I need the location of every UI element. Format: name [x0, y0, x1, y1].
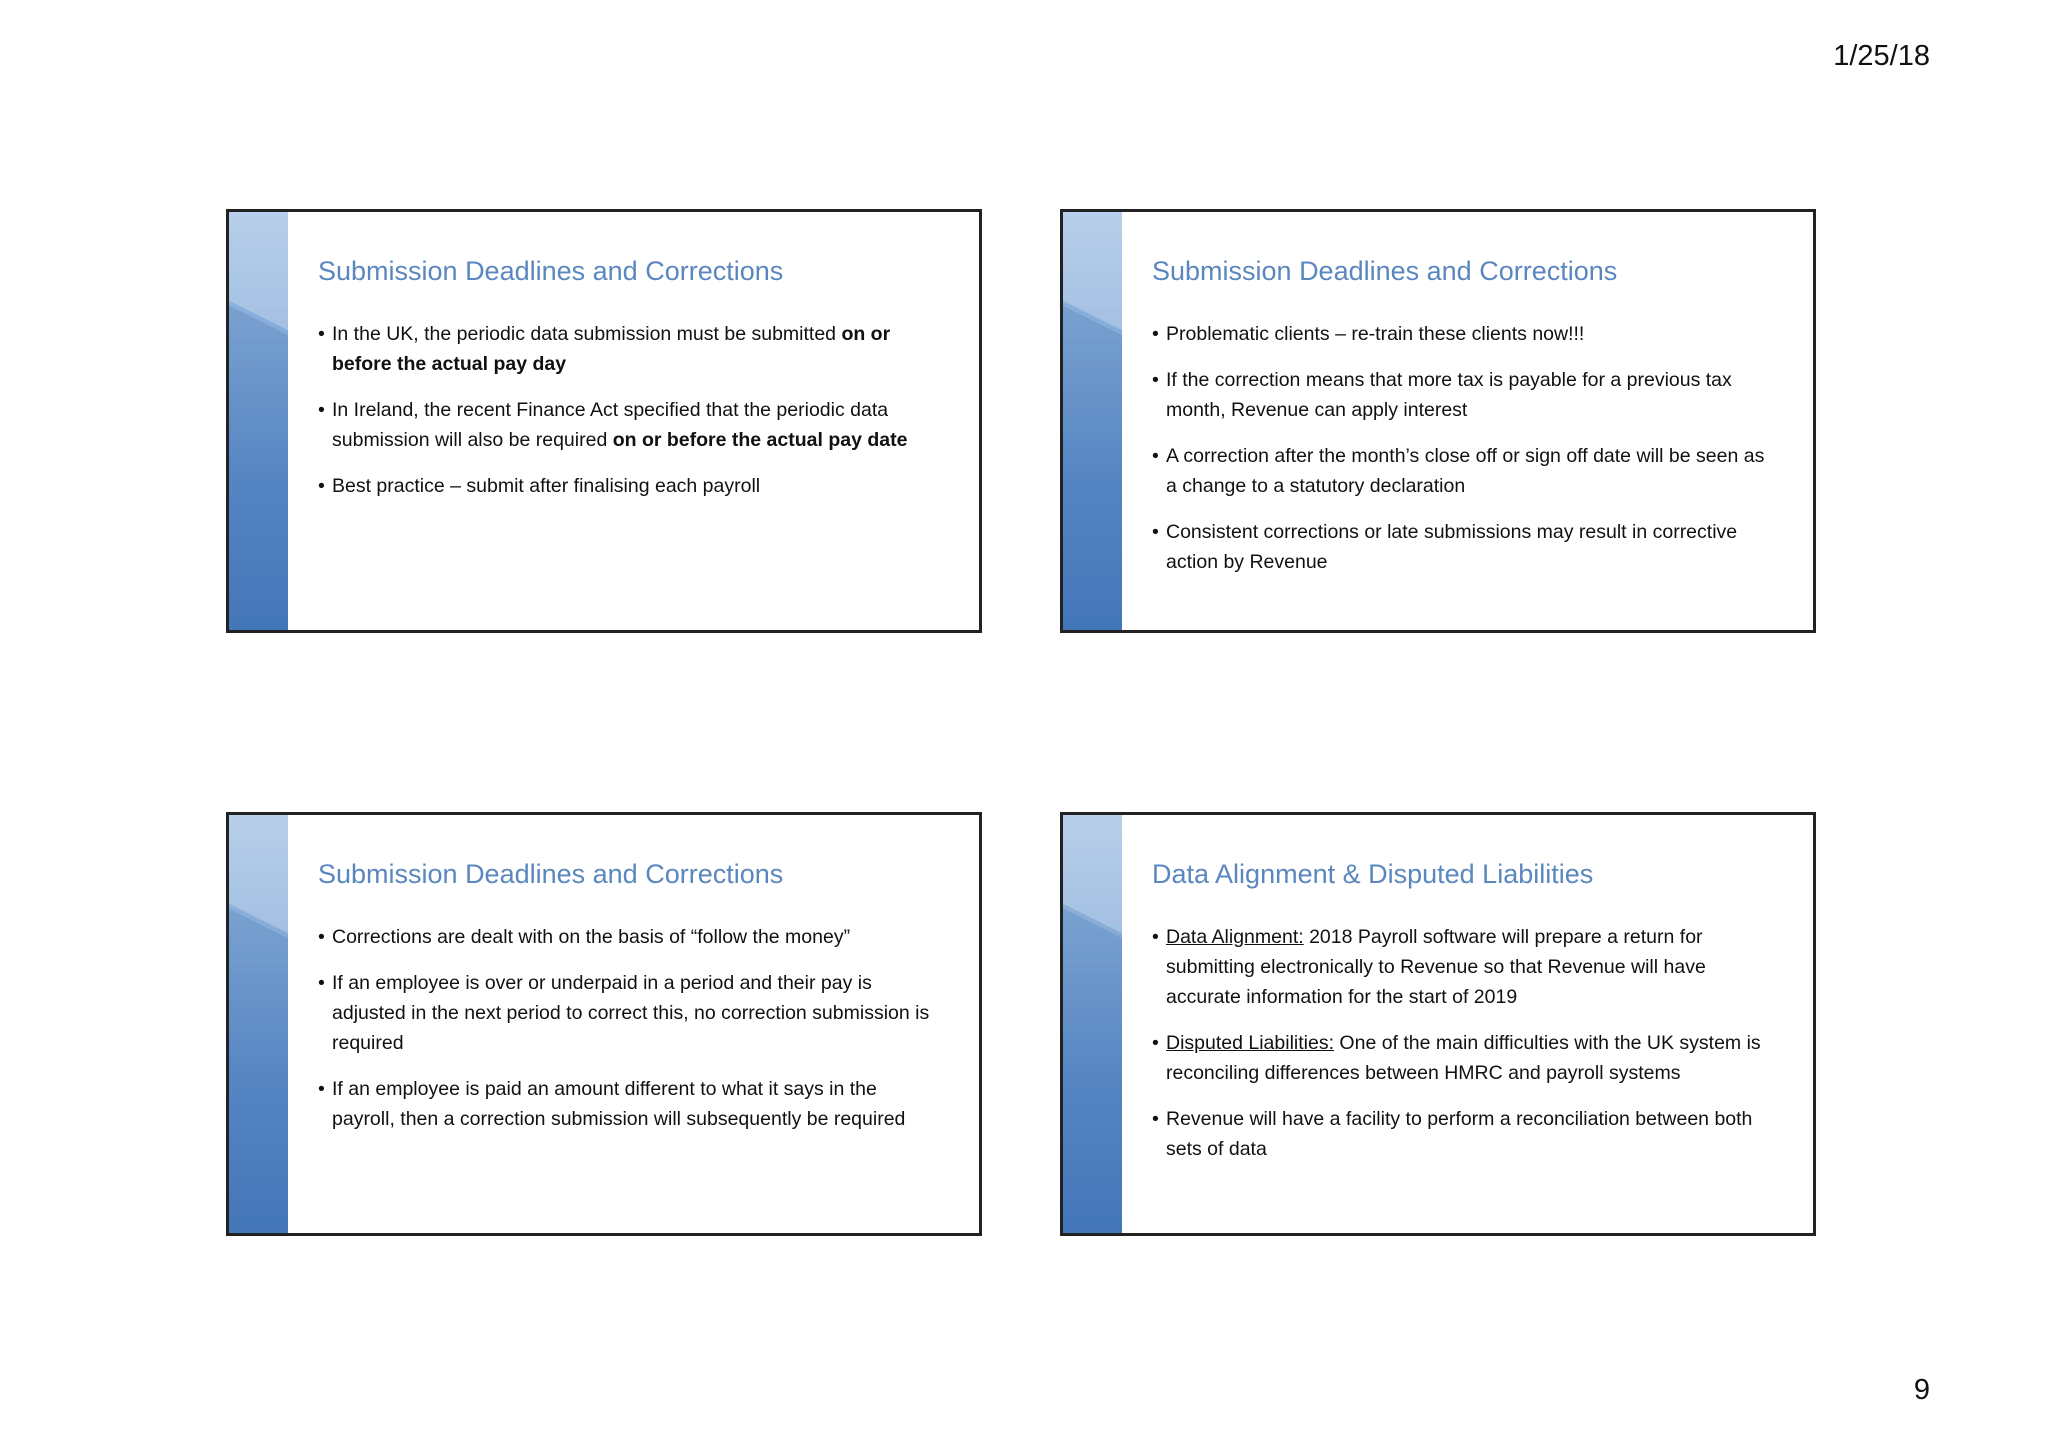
bullet-text: A correction after the month’s close off or sign off date will be seen as a change to a statutory declaration — [1166, 445, 1765, 497]
bullet-text: Corrections are dealt with on the basis of “follow the money” — [332, 926, 851, 948]
slide-2 — [1060, 209, 1816, 633]
bullet-text: Revenue will have a facility to perform a reconciliation between both sets of data — [1166, 1108, 1753, 1160]
bullet-item — [1152, 517, 1773, 577]
bullet-term: Disputed Liabilities: — [1166, 1032, 1335, 1054]
bullet-text: Consistent corrections or late submissions may result in corrective action by Revenue — [1166, 521, 1738, 573]
bullet-item — [1152, 365, 1773, 425]
bullet-text: One of the main difficulties with the UK system is reconciling differences between HMRC and payroll systems — [1166, 1032, 1761, 1084]
bullet-text: Best practice – submit after finalising each payroll — [332, 475, 761, 497]
slide-title: Submission Deadlines and Corrections — [318, 256, 784, 286]
slide-3 — [226, 812, 982, 1236]
bullet-text: In the UK, the periodic data submission must be submitted — [332, 323, 842, 345]
slide-title: Data Alignment & Disputed Liabilities — [1152, 859, 1594, 889]
bullet-text: If an employee is paid an amount different to what it says in the payroll, then a correction submission will subsequently be required — [332, 1078, 906, 1130]
bullet-item — [1152, 1104, 1773, 1164]
bullet-item — [318, 319, 939, 379]
bullet-item — [318, 1074, 939, 1134]
bullet-item — [318, 395, 939, 455]
bullet-text: Problematic clients – re-train these clients now!!! — [1166, 323, 1585, 345]
bullet-list — [1152, 319, 1773, 577]
page-number: 9 — [1913, 1374, 1930, 1406]
bullet-text: 2018 Payroll software will prepare a return for submitting electronically to Revenue so that Revenue will have accurate information for the start of 2019 — [1166, 926, 1706, 1008]
bullet-item — [1152, 1028, 1773, 1088]
page-date: 1/25/18 — [1833, 40, 1930, 72]
bullet-list — [318, 922, 939, 1134]
slide-side-band — [1063, 212, 1122, 630]
bullet-text: If the correction means that more tax is payable for a previous tax month, Revenue can apply interest — [1166, 369, 1732, 421]
slide-side-band — [1063, 815, 1122, 1233]
bullet-text: If an employee is over or underpaid in a period and their pay is adjusted in the next period to correct this, no correction submission is required — [332, 972, 930, 1054]
bullet-list — [1152, 922, 1773, 1164]
slide-title: Submission Deadlines and Corrections — [1152, 256, 1618, 286]
bullet-item — [1152, 922, 1773, 1012]
bullet-list — [318, 319, 939, 501]
bullet-text: In Ireland, the recent Finance Act specified that the periodic data submission will also be required — [332, 399, 889, 451]
slide-side-band — [229, 815, 288, 1233]
bullet-term: Data Alignment: — [1166, 926, 1304, 948]
slide-1 — [226, 209, 982, 633]
bullet-emphasis: on or before the actual pay day — [332, 323, 891, 375]
slide-title: Submission Deadlines and Corrections — [318, 859, 784, 889]
slide-4 — [1060, 812, 1816, 1236]
bullet-item — [1152, 441, 1773, 501]
bullet-item — [1152, 319, 1773, 349]
bullet-item — [318, 968, 939, 1058]
bullet-item — [318, 471, 939, 501]
bullet-item — [318, 922, 939, 952]
slide-side-band — [229, 212, 288, 630]
bullet-emphasis: on or before the actual pay date — [612, 429, 908, 451]
